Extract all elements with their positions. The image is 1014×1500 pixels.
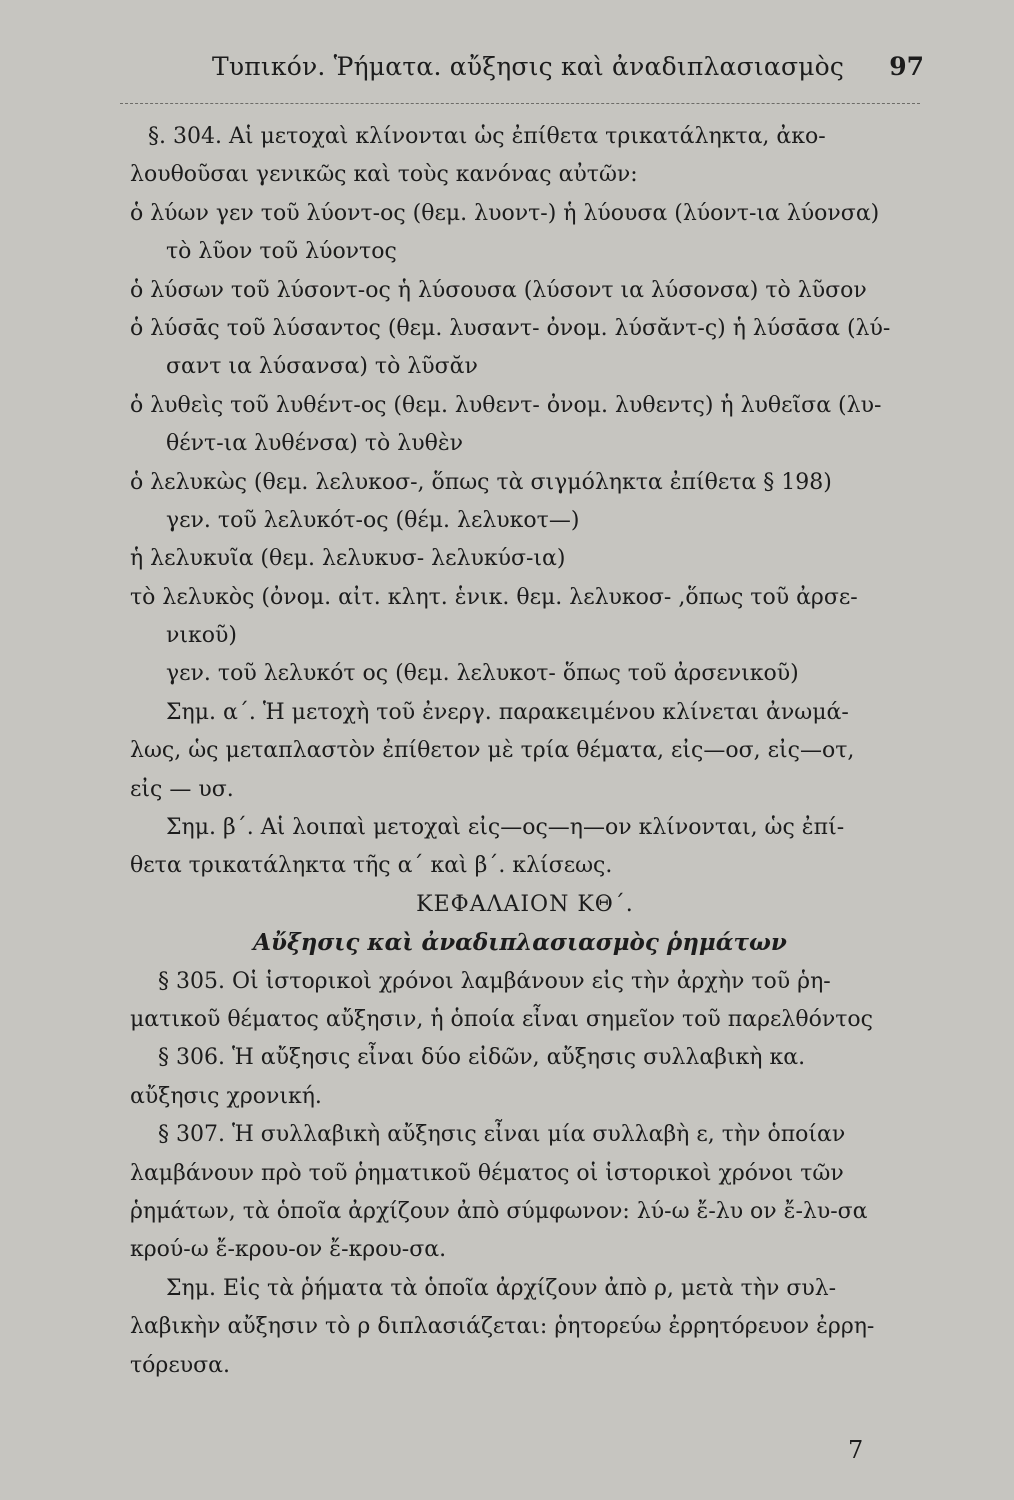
note-line: τόρευσα. (130, 1352, 230, 1378)
paradigm-line: ὁ λελυκὼς (θεμ. λελυκοσ-, ὅπως τὰ σιγμόληκτα ἐπίθετα § 198) (130, 469, 832, 495)
chapter-title: Αὔξησις καὶ ἀναδιπλασιασμὸς ῥημάτων (253, 929, 787, 957)
paradigm-line: ὁ λύων γεν τοῦ λύοντ-ος (θεμ. λυοντ-) ἡ λύουσα (λύοντ-ια λύονσα) (130, 200, 880, 226)
note-alpha-line: Σημ. α΄. Ἡ μετοχὴ τοῦ ἐνεργ. παρακειμένου κλίνεται ἀνωμά- (166, 699, 849, 725)
paradigm-line: γεν. τοῦ λελυκότ ος (θεμ. λελυκοτ- ὅπως τοῦ ἀρσενικοῦ) (166, 661, 799, 687)
header-rule (120, 103, 920, 104)
note-alpha-line: εἰς — υσ. (130, 776, 234, 802)
paradigm-line: ὁ λύσων τοῦ λύσοντ-ος ἡ λύσουσα (λύσοντ ια λύσονσα) τὸ λῦσον (130, 277, 867, 303)
note-line: Σημ. Εἰς τὰ ῥήματα τὰ ὁποῖα ἀρχίζουν ἀπὸ ρ, μετὰ τὴν συλ- (166, 1275, 837, 1301)
paragraph-304-line: §. 304. Αἱ μετοχαὶ κλίνονται ὡς ἐπίθετα τρικατάληκτα, ἀκο- (148, 124, 826, 149)
paradigm-line: γεν. τοῦ λελυκότ-ος (θέμ. λελυκοτ—) (166, 507, 580, 533)
page-body (130, 118, 950, 1385)
note-beta-line: θετα τρικατάληκτα τῆς α΄ καὶ β΄. κλίσεως. (130, 853, 613, 879)
running-header (212, 52, 924, 92)
paradigm-line: τὸ λῦον τοῦ λύοντος (166, 239, 397, 265)
paradigm-line: νικοῦ) (166, 623, 237, 649)
note-line: λαβικὴν αὔξησιν τὸ ρ διπλασιάζεται: ῥητορεύω ἐρρητόρευον ἐρρη- (130, 1314, 875, 1340)
paradigm-line: τὸ λελυκὸς (ὀνομ. αἰτ. κλητ. ἑνικ. θεμ. λελυκοσ- ,ὅπως τοῦ ἀρσε- (130, 584, 858, 610)
paragraph-305-line: ματικοῦ θέματος αὔξησιν, ἡ ὁποία εἶναι σημεῖον τοῦ παρελθόντος (130, 1006, 873, 1032)
paradigm-line: ὁ λυθεὶς τοῦ λυθέντ-ος (θεμ. λυθεντ- ὀνομ. λυθεντς) ἡ λυθεῖσα (λυ- (130, 392, 882, 418)
running-title: Τυπικόν. Ῥήματα. αὔξησις καὶ ἀναδιπλασιασμὸς (212, 52, 845, 81)
note-alpha-line: λως, ὡς μεταπλαστὸν ἐπίθετον μὲ τρία θέματα, εἰς—οσ, εἰς—οτ, (130, 738, 855, 764)
paradigm-line: ἡ λελυκυῖα (θεμ. λελυκυσ- λελυκύσ-ια) (130, 546, 566, 572)
paragraph-306-line: αὔξησις χρονική. (130, 1083, 322, 1109)
paragraph-307-line: ῥημάτων, τὰ ὁποῖα ἀρχίζουν ἀπὸ σύμφωνον: λύ-ω ἔ-λυ ον ἔ-λυ-σα (130, 1198, 868, 1224)
paragraph-307-line: § 307. Ἡ συλλαβικὴ αὔξησις εἶναι μία συλλαβὴ ε, τὴν ὁποίαν (158, 1122, 846, 1148)
paragraph-307-line: λαμβάνουν πρὸ τοῦ ῥηματικοῦ θέματος οἱ ἱστορικοὶ χρόνοι τῶν (130, 1160, 844, 1186)
signature-mark: 7 (848, 1436, 864, 1464)
paragraph-305-line: § 305. Οἱ ἱστορικοὶ χρόνοι λαμβάνουν εἰς τὴν ἀρχὴν τοῦ ῥη- (158, 968, 831, 994)
page-number: 97 (889, 52, 924, 81)
note-beta-line: Σημ. β΄. Αἱ λοιπαὶ μετοχαὶ εἰς—ος—η—ον κλίνονται, ὡς ἐπί- (166, 815, 845, 841)
paragraph-307-line: κρού-ω ἔ-κρου-ον ἔ-κρου-σα. (130, 1237, 447, 1263)
paradigm-line: θέντ-ια λυθένσα) τὸ λυθὲν (166, 431, 464, 457)
paradigm-line: σαντ ια λύσανσα) τὸ λῦσᾰν (166, 354, 478, 380)
paragraph-304-line: λουθοῦσαι γενικῶς καὶ τοὺς κανόνας αὐτῶν: (130, 162, 638, 188)
chapter-heading: ΚΕΦΑΛΑΙΟΝ ΚΘ΄. (416, 891, 634, 917)
paradigm-line: ὁ λύσᾱς τοῦ λύσαντος (θεμ. λυσαντ- ὀνομ. λύσᾰντ-ς) ἡ λύσᾱσα (λύ- (130, 315, 891, 341)
paragraph-306-line: § 306. Ἡ αὔξησις εἶναι δύο εἰδῶν, αὔξησις συλλαβικὴ κα. (158, 1045, 806, 1071)
